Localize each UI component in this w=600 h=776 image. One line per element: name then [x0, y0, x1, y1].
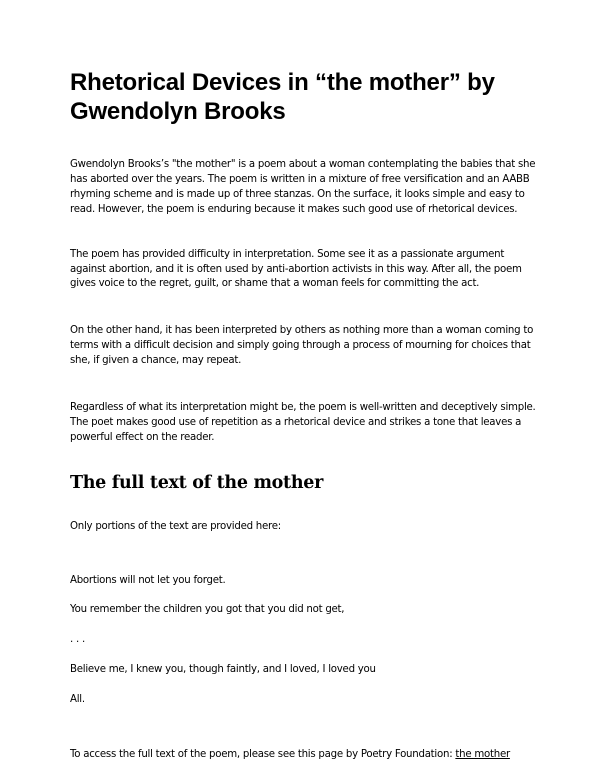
poem-line: Believe me, I knew you, though faintly, and I loved, I loved you — [70, 664, 376, 676]
document-page — [70, 68, 540, 763]
poem-line: You remember the children you got that you did not get, — [70, 604, 345, 616]
access-note — [70, 748, 540, 763]
poem-line: All. — [70, 693, 85, 705]
portions-note: Only portions of the text are provided here: — [70, 520, 281, 532]
paragraph-interpretation: The poem has provided difficulty in interpretation. Some see it as a passionate argument against abortion, and it is often used by anti-abortion activists in this way. After all, the poem gives voice to the regret, guilt, or shame that a woman feels for committing the act. — [70, 248, 522, 290]
poem-line: . . . — [70, 634, 85, 646]
paragraph-conclusion: Regardless of what its interpretation might be, the poem is well-written and deceptively simple. The poet makes good use of repetition as a rhetorical device and strikes a tone that leaves a powerful effect on the reader. — [70, 402, 536, 443]
section-heading: The full text of the mother — [70, 472, 324, 493]
poem-excerpt — [70, 559, 540, 723]
page-title: Rhetorical Devices in “the mother” by Gwendolyn Brooks — [70, 69, 495, 125]
access-text: To access the full text of the poem, please see this page by Poetry Foundation: — [70, 748, 456, 760]
poetry-foundation-link[interactable]: the mother — [455, 748, 510, 760]
paragraph-intro: Gwendolyn Brooks’s "the mother" is a poem about a woman contemplating the babies that she has aborted over the years. The poem is written in a mixture of free versification and an AABB rhyming scheme and is made up of three stanzas. On the surface, it looks simple and easy to read. However, the poem is enduring because it makes such good use of rhetorical devices. — [70, 159, 536, 215]
poem-line: Abortions will not let you forget. — [70, 574, 226, 586]
paragraph-other-hand: On the other hand, it has been interpreted by others as nothing more than a woman coming to terms with a difficult decision and simply going through a process of mourning for choices that she, if given a chance, may repeat. — [70, 325, 534, 367]
